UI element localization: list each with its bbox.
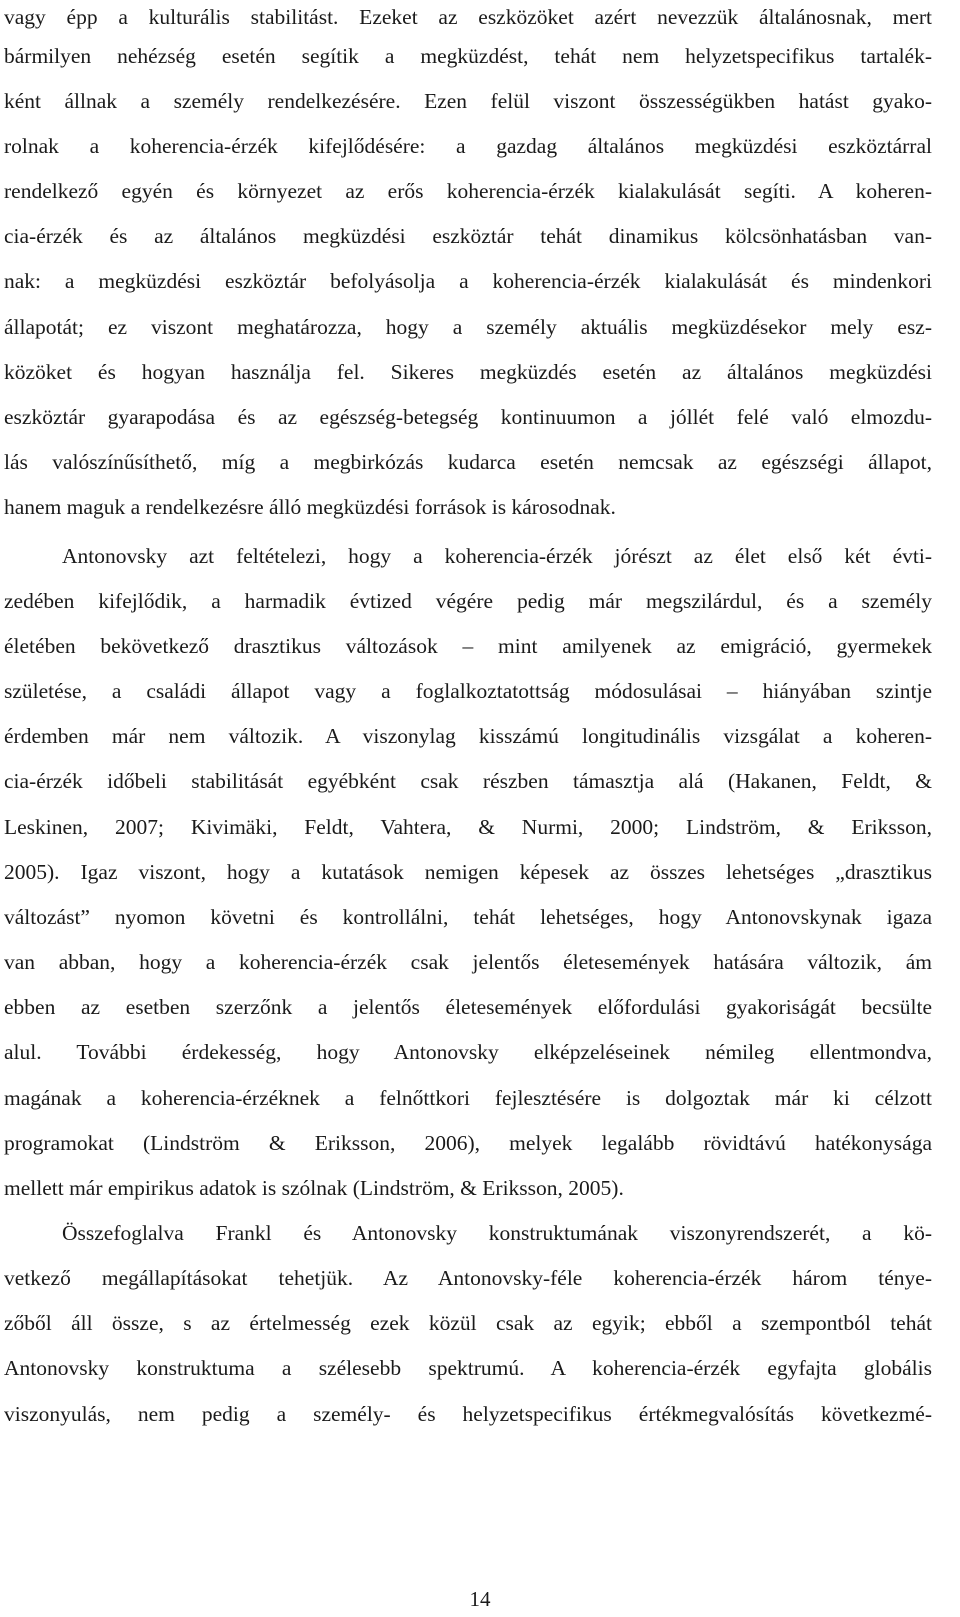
text-line: vetkező megállapításokat tehetjük. Az Antonovsky-féle koherencia-érzék három ténye- [4, 1266, 932, 1290]
text-line: életében bekövetkező drasztikus változások – mint amilyenek az emigráció, gyermekek [4, 634, 932, 658]
text-line: vagy épp a kulturális stabilitást. Ezeket az eszközöket azért nevezzük általánosnak, mert [4, 5, 932, 29]
text-line: állapotát; ez viszont meghatározza, hogy a személy aktuális megküzdésekor mely esz- [4, 315, 932, 339]
text-line: változást” nyomon követni és kontrollálni, tehát lehetséges, hogy Antonovskynak igaza [4, 905, 932, 929]
text-line: lás valószínűsíthető, míg a megbirkózás kudarca esetén nemcsak az egészségi állapot, [4, 450, 932, 474]
text-line: bármilyen nehézség esetén segítik a megküzdést, tehát nem helyzetspecifikus tartalék- [4, 44, 932, 68]
text-line: rolnak a koherencia-érzék kifejlődésére: a gazdag általános megküzdési eszköztárral [4, 134, 932, 158]
text-line: ként állnak a személy rendelkezésére. Ezen felül viszont összességükben hatást gyako- [4, 89, 932, 113]
text-line: hanem maguk a rendelkezésre álló megküzdési források is károsodnak. [4, 495, 616, 519]
text-line: Leskinen, 2007; Kivimäki, Feldt, Vahtera, & Nurmi, 2000; Lindström, & Eriksson, [4, 815, 932, 839]
text-line: eszköztár gyarapodása és az egészség-betegség kontinuumon a jóllét felé való elmozdu- [4, 405, 932, 429]
text-line: magának a koherencia-érzéknek a felnőttkori fejlesztésére is dolgoztak már ki célzott [4, 1086, 932, 1110]
text-line: érdemben már nem változik. A viszonylag kisszámú longitudinális vizsgálat a koheren- [4, 724, 932, 748]
text-line: Antonovsky konstruktuma a szélesebb spektrumú. A koherencia-érzék egyfajta globális [4, 1356, 932, 1380]
text-line: rendelkező egyén és környezet az erős koherencia-érzék kialakulását segíti. A koheren- [4, 179, 932, 203]
text-line: ebben az esetben szerzőnk a jelentős életesemények előfordulási gyakoriságát becsülte [4, 995, 932, 1019]
text-line: 2005). Igaz viszont, hogy a kutatások nemigen képesek az összes lehetséges „drasztikus [4, 860, 932, 884]
text-line: viszonyulás, nem pedig a személy- és helyzetspecifikus értékmegvalósítás következmé- [4, 1402, 932, 1426]
text-line: alul. További érdekesség, hogy Antonovsky elképzeléseinek némileg ellentmondva, [4, 1040, 932, 1064]
text-line: születése, a családi állapot vagy a foglalkoztatottság módosulásai – hiányában szintje [4, 679, 932, 703]
text-line: cia-érzék és az általános megküzdési eszköztár tehát dinamikus kölcsönhatásban van- [4, 224, 932, 248]
text-line: van abban, hogy a koherencia-érzék csak jelentős életesemények hatására változik, ám [4, 950, 932, 974]
text-line: mellett már empirikus adatok is szólnak (Lindström, & Eriksson, 2005). [4, 1176, 624, 1200]
text-line: közöket és hogyan használja fel. Sikeres megküzdés esetén az általános megküzdési [4, 360, 932, 384]
text-line: zedében kifejlődik, a harmadik évtized végére pedig már megszilárdul, és a személy [4, 589, 932, 613]
text-line: zőből áll össze, s az értelmesség ezek közül csak az egyik; ebből a szempontból tehát [4, 1311, 932, 1335]
text-line: nak: a megküzdési eszköztár befolyásolja a koherencia-érzék kialakulását és mindenkori [4, 269, 932, 293]
page-number: 14 [469, 1587, 491, 1611]
text-line: Antonovsky azt feltételezi, hogy a koherencia-érzék jórészt az élet első két évti- [62, 544, 932, 568]
text-line: Összefoglalva Frankl és Antonovsky konstruktumának viszonyrendszerét, a kö- [62, 1221, 932, 1245]
text-line: cia-érzék időbeli stabilitását egyébként csak részben támasztja alá (Hakanen, Feldt, & [4, 769, 932, 793]
text-line: programokat (Lindström & Eriksson, 2006), melyek legalább rövidtávú hatékonysága [4, 1131, 932, 1155]
